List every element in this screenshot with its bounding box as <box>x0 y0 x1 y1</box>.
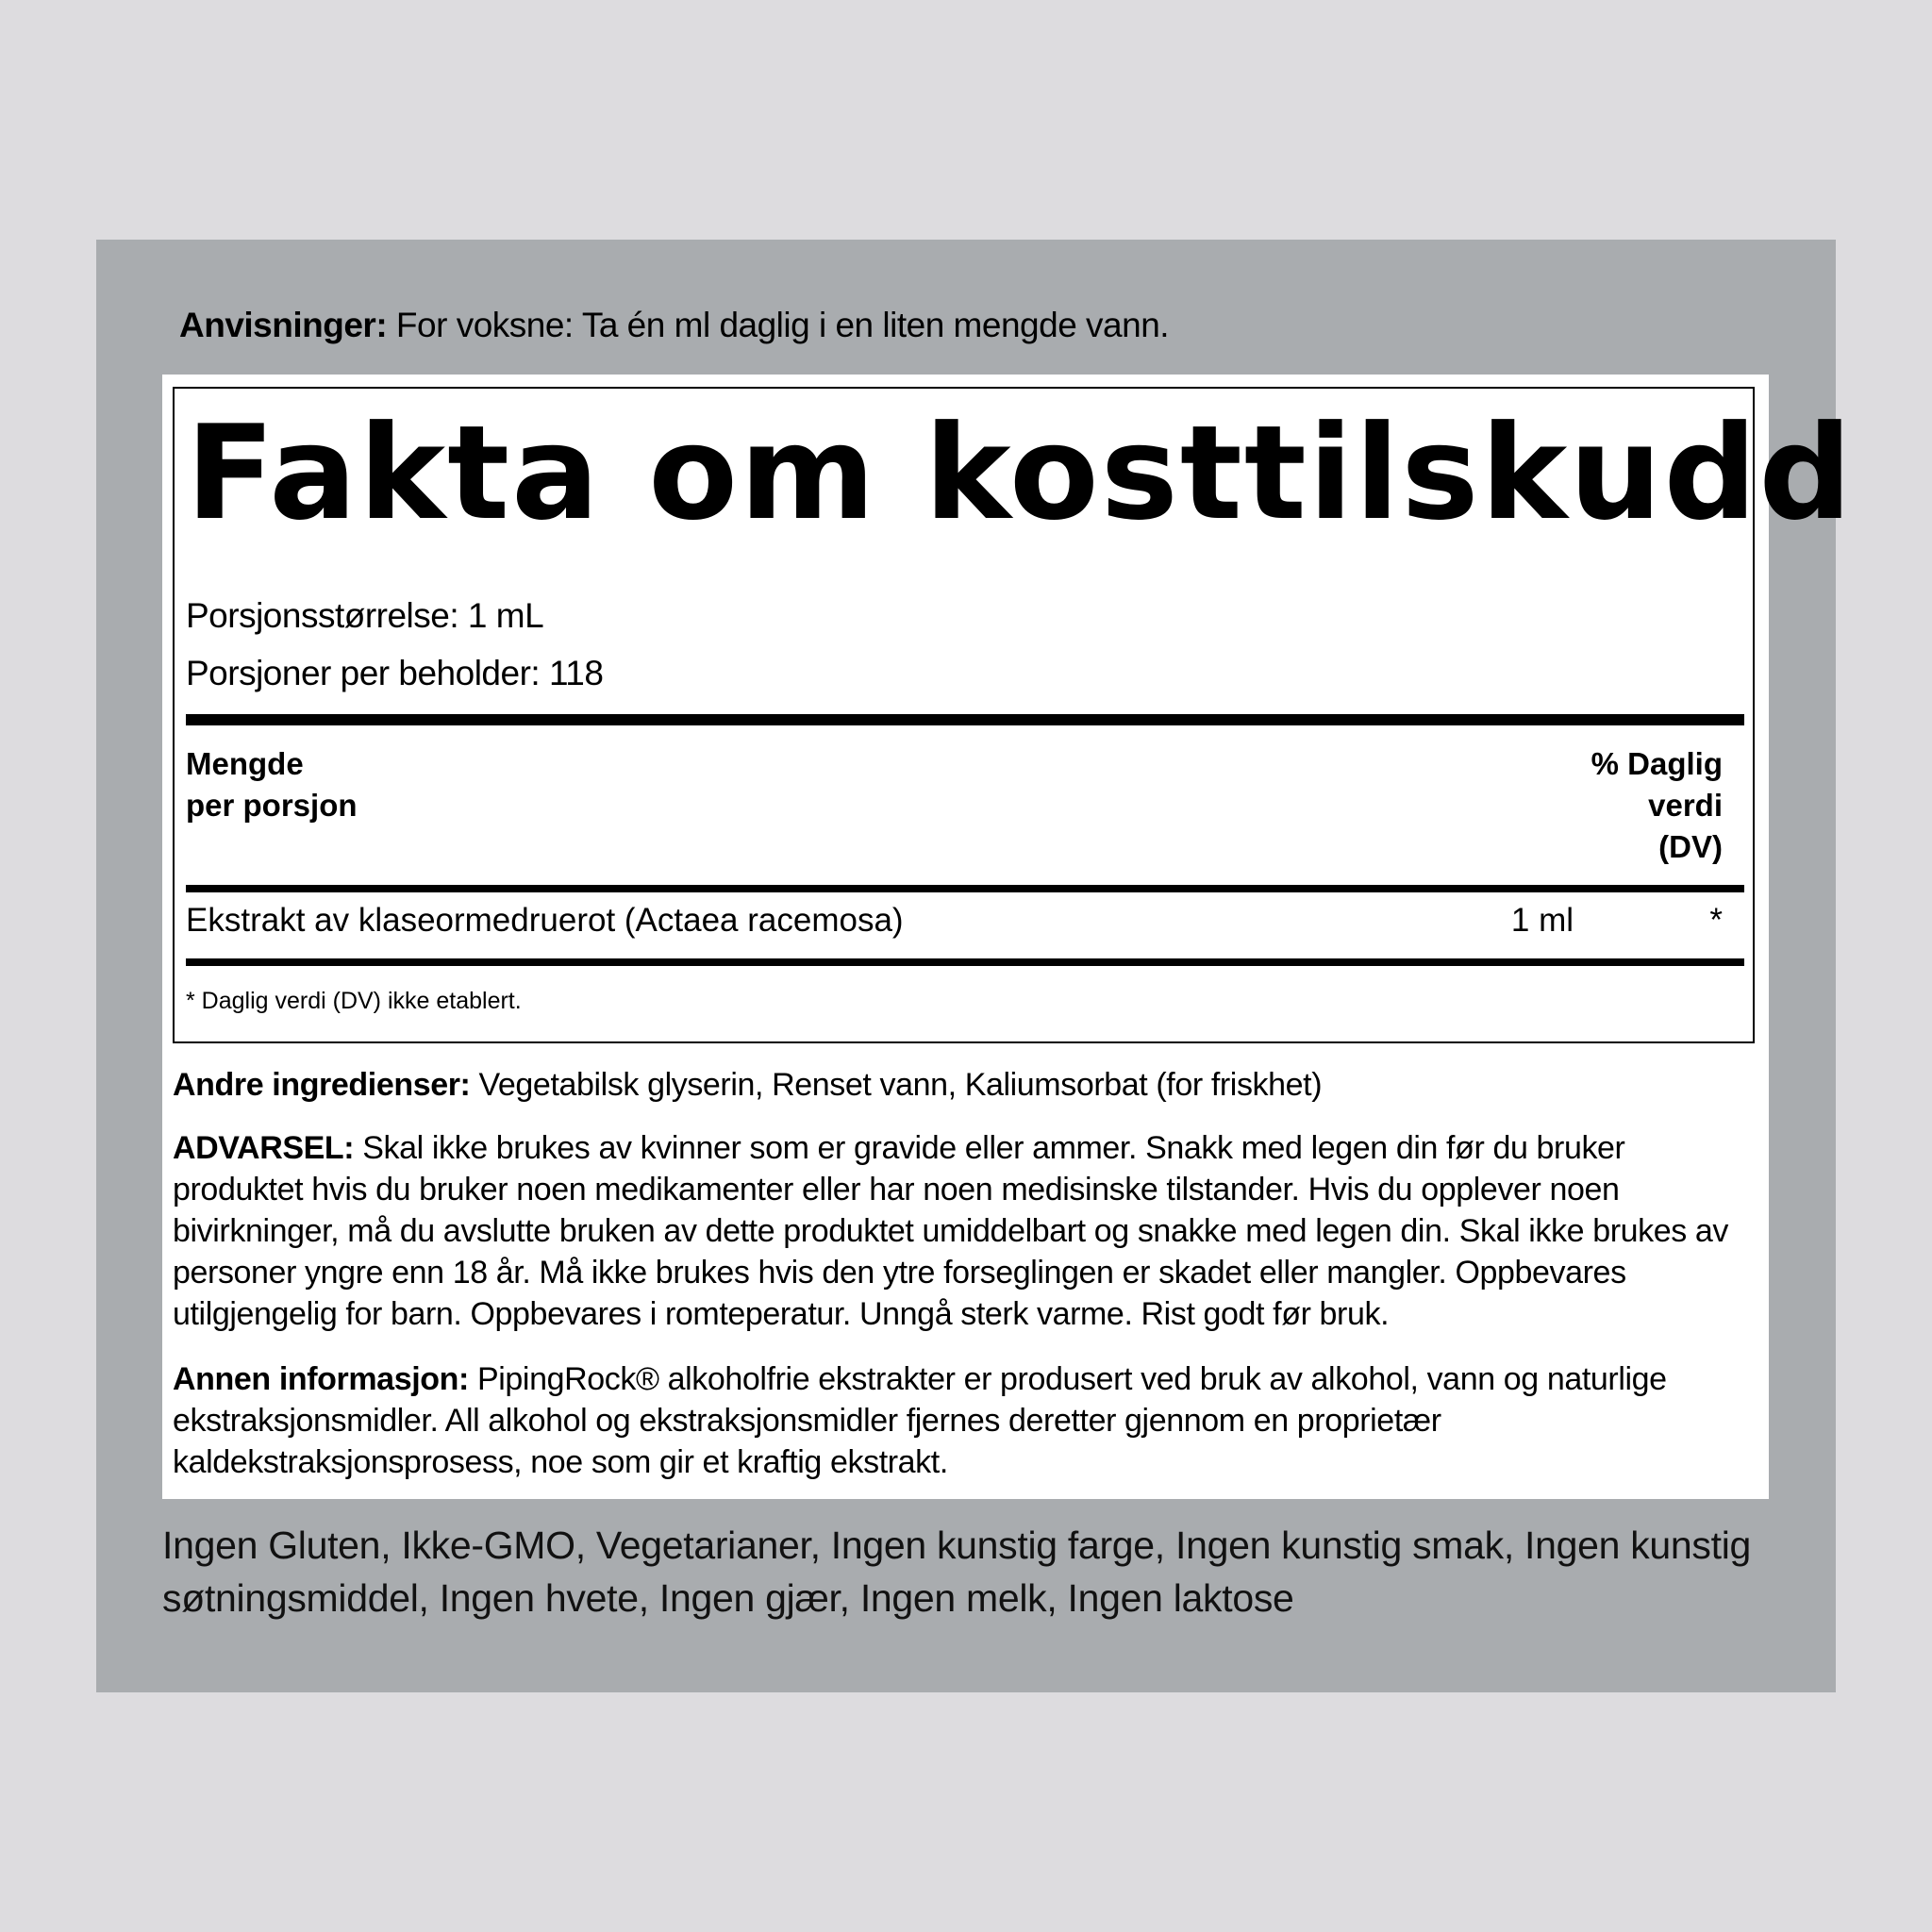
ingredient-dv: * <box>1709 902 1723 939</box>
free-from-claims: Ingen Gluten, Ikke-GMO, Vegetarianer, Ingen kunstig farge, Ingen kunstig smak, Ingen kunstig søtningsmiddel, Ingen hvete, Ingen gjær, Ingen melk, Ingen laktose <box>162 1524 1752 1620</box>
header-divider <box>186 885 1744 892</box>
directions-label: Anvisninger: <box>179 306 388 344</box>
other-ingredients-text: Vegetabilsk glyserin, Renset vann, Kaliumsorbat (for friskhet) <box>470 1067 1323 1103</box>
other-information-text: PipingRock® alkoholfrie ekstrakter er produsert ved bruk av alkohol, vann og naturlige ekstraksjonsmidler. All alkohol og ekstraksjonsmidler fjernes deretter gjennom en proprietær kaldekstraksjonsprosess, noe som gir et kraftig ekstrakt. <box>173 1361 1667 1480</box>
other-information <box>173 1358 1757 1483</box>
ingredient-name: Ekstrakt av klaseormedruerot (Actaea racemosa) <box>186 902 904 939</box>
directions-text: For voksne: Ta én ml daglig i en liten mengde vann. <box>387 306 1170 344</box>
dv-header-line2: verdi <box>1648 788 1723 823</box>
footer-divider <box>186 958 1744 966</box>
other-ingredients-label: Andre ingredienser: <box>173 1067 471 1103</box>
ingredient-amount: 1 ml <box>1510 902 1574 939</box>
warning-text: Skal ikke brukes av kvinner som er gravide eller ammer. Snakk med legen din før du bruker produktet hvis du bruker noen medikamenter eller har noen medisinske tilstander. Hvis du opplever noen bivirkninger, må du avslutte bruken av dette produktet umiddelbart og snakke med legen din. Skal ikke brukes av personer yngre enn 18 år. Må ikke brukes hvis den ytre forseglingen er skadet eller mangler. Oppbevares utilgjengelig for barn. Oppbevares i romteperatur. Unngå sterk varme. Rist godt før bruk. <box>173 1130 1728 1332</box>
daily-value-header <box>1415 743 1723 868</box>
amount-header-line1: Mengde <box>186 746 304 781</box>
serving-size: Porsjonsstørrelse: 1 mL <box>186 596 544 635</box>
dv-header-line3: (DV) <box>1658 829 1723 864</box>
amount-header-line2: per porsjon <box>186 788 358 823</box>
other-information-label: Annen informasjon: <box>173 1361 469 1397</box>
amount-per-serving-header <box>186 743 658 826</box>
other-ingredients <box>173 1064 1757 1106</box>
servings-per-container: Porsjoner per beholder: 118 <box>186 654 604 692</box>
thick-divider <box>186 714 1744 725</box>
warning-label: ADVARSEL: <box>173 1130 355 1166</box>
dv-header-line1: % Daglig <box>1591 746 1723 781</box>
facts-title: Fakta om kosttilskudd <box>186 397 1855 549</box>
warning <box>173 1127 1757 1335</box>
directions <box>179 300 1783 351</box>
dv-footnote: * Daglig verdi (DV) ikke etablert. <box>186 988 522 1014</box>
